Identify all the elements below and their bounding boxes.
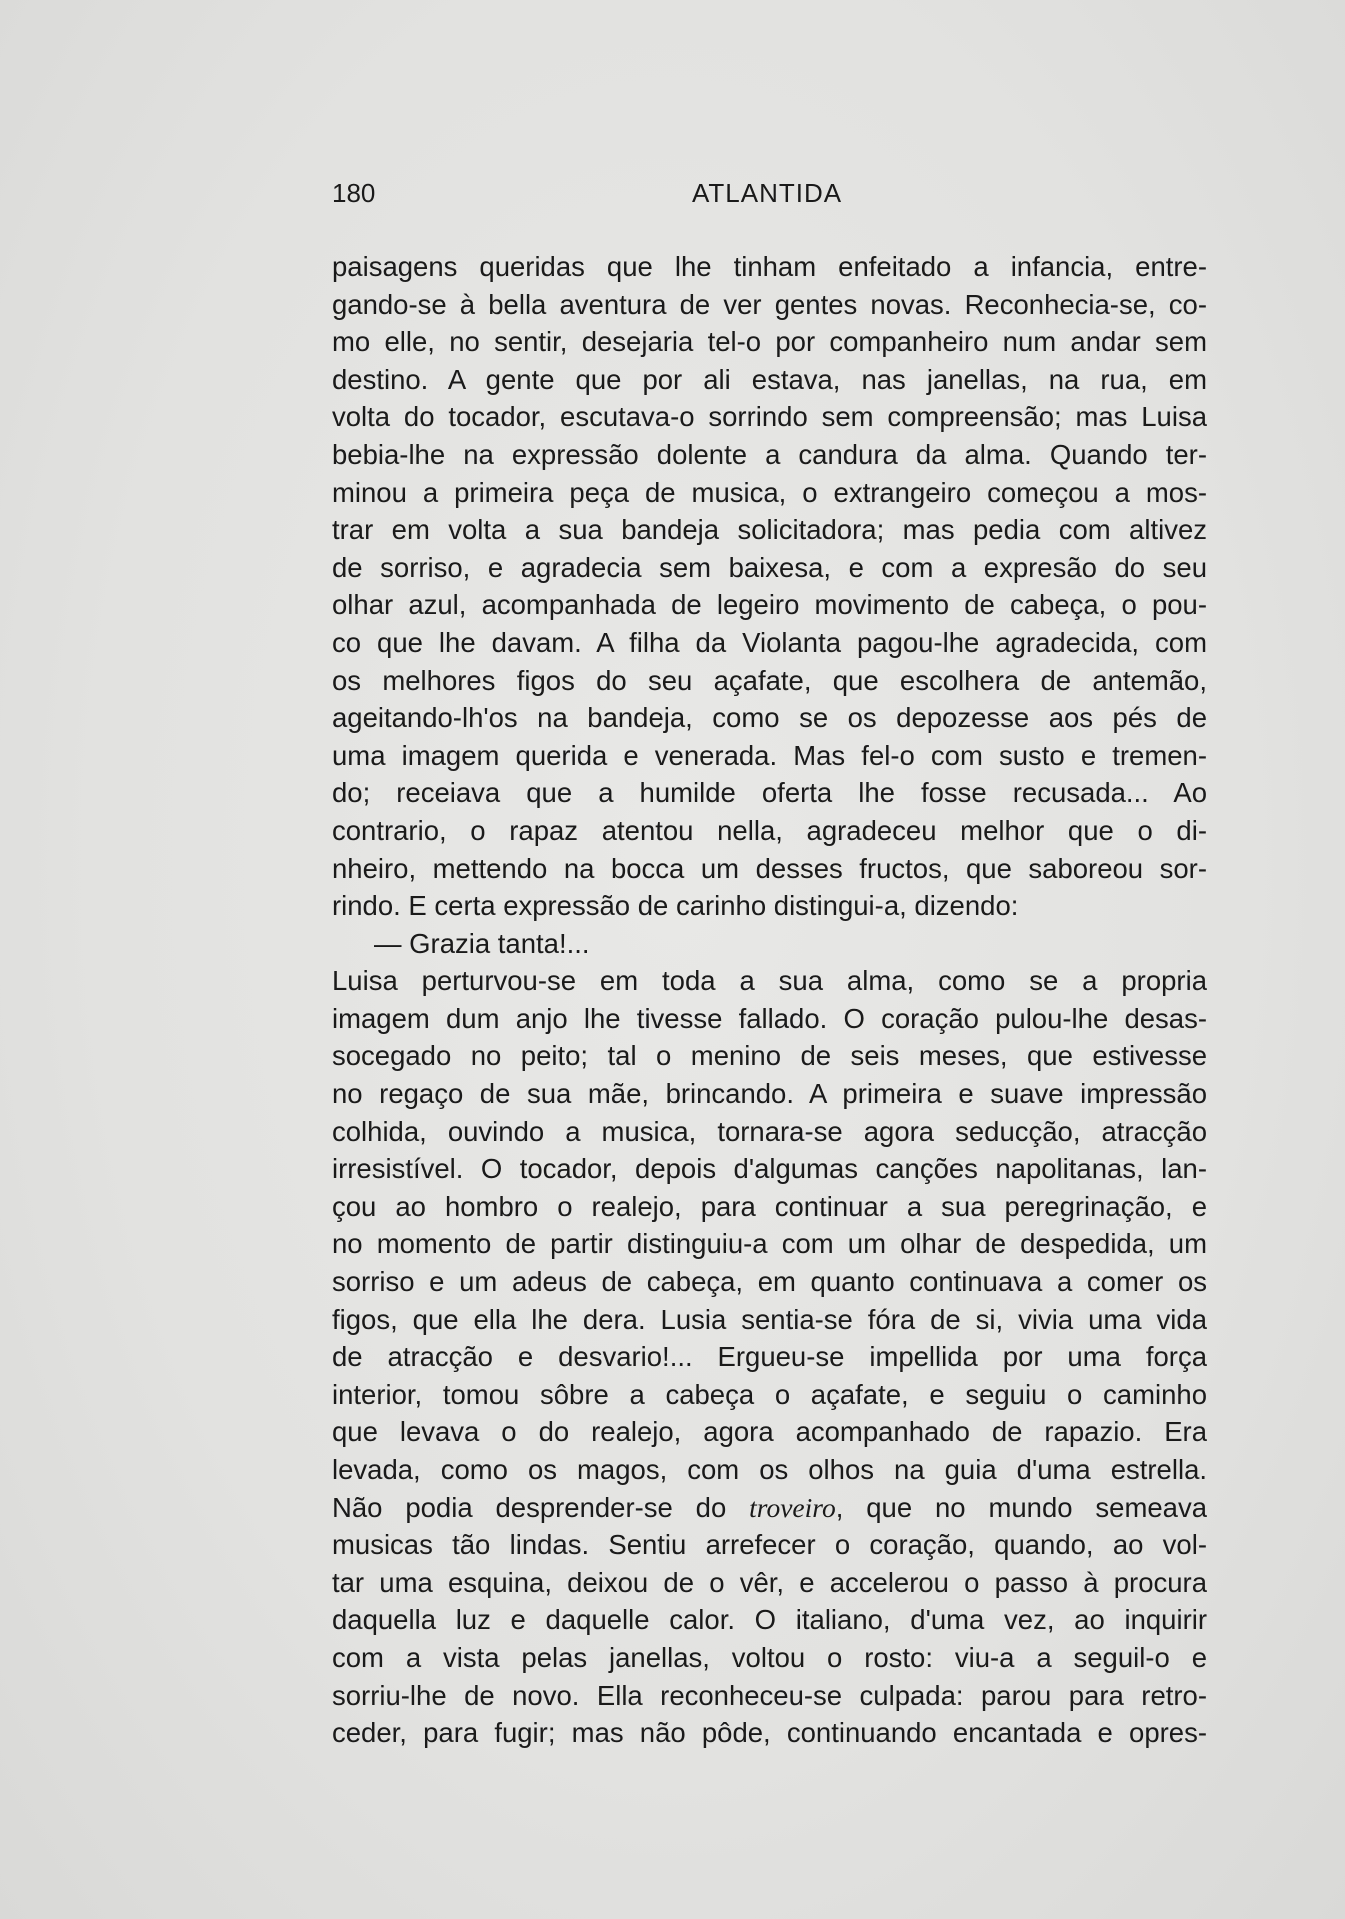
text-line: interior, tomou sôbre a cabeça o açafate, e seguiu o caminho xyxy=(332,1378,1207,1410)
page-header xyxy=(332,178,1207,218)
paragraph-start-line: Luisa perturvou-se em toda a sua alma, como se a propria xyxy=(332,965,1207,997)
text-line: com a vista pelas janellas, voltou o rosto: viu-a a seguil-o e xyxy=(332,1641,1207,1673)
body-text xyxy=(332,248,1207,1752)
text-line: colhida, ouvindo a musica, tornara-se agora seducção, atracção xyxy=(332,1115,1207,1147)
text-line: trar em volta a sua bandeja solicitadora; mas pedia com altivez xyxy=(332,514,1207,546)
text-line: do; receiava que a humilde oferta lhe fosse recusada... Ao xyxy=(332,777,1207,809)
text-line: ceder, para fugir; mas não pôde, continuando encantada e opres- xyxy=(332,1717,1207,1749)
text-line: musicas tão lindas. Sentiu arrefecer o coração, quando, ao vol- xyxy=(332,1529,1207,1561)
text-line: olhar azul, acompanhada de legeiro movimento de cabeça, o pou- xyxy=(332,589,1207,621)
text-line: ageitando-lh'os na bandeja, como se os depozesse aos pés de xyxy=(332,702,1207,734)
text-line: çou ao hombro o realejo, para continuar a sua peregrinação, e xyxy=(332,1190,1207,1222)
text-line: que levava o do realejo, agora acompanhado de rapazio. Era xyxy=(332,1416,1207,1448)
text-line: no momento de partir distinguiu-a com um olhar de despedida, um xyxy=(332,1228,1207,1260)
text-line: paisagens queridas que lhe tinham enfeitado a infancia, entre- xyxy=(332,251,1207,282)
text-line: mo elle, no sentir, desejaria tel-o por companheiro num andar sem xyxy=(332,326,1207,358)
text-line: figos, que ella lhe dera. Lusia sentia-se fóra de si, vivia uma vida xyxy=(332,1303,1207,1335)
text-line: destino. A gente que por ali estava, nas janellas, na rua, em xyxy=(332,363,1207,395)
text-line: os melhores figos do seu açafate, que escolhera de antemão, xyxy=(332,664,1207,696)
text-line: co que lhe davam. A filha da Violanta pagou-lhe agradecida, com xyxy=(332,626,1207,658)
text-line: de sorriso, e agradecia sem baixesa, e com a expresão do seu xyxy=(332,551,1207,583)
text-line: imagem dum anjo lhe tivesse fallado. O coração pulou-lhe desas- xyxy=(332,1002,1207,1034)
text-line: tar uma esquina, deixou de o vêr, e accelerou o passo à procura xyxy=(332,1566,1207,1598)
text-line: bebia-lhe na expressão dolente a candura da alma. Quando ter- xyxy=(332,438,1207,470)
text-line: levada, como os magos, com os olhos na guia d'uma estrella. xyxy=(332,1454,1207,1485)
text-line: uma imagem querida e venerada. Mas fel-o com susto e tremen- xyxy=(332,739,1207,771)
text-line: gando-se à bella aventura de ver gentes novas. Reconhecia-se, co- xyxy=(332,288,1207,320)
running-title: ATLANTIDA xyxy=(692,178,843,208)
text-line: no regaço de sua mãe, brincando. A primeira e suave impressão xyxy=(332,1078,1207,1110)
page-number: 180 xyxy=(332,178,376,208)
text-line: sorriu-lhe de novo. Ella reconheceu-se culpada: parou para retro- xyxy=(332,1679,1207,1711)
dialogue-line: — Grazia tanta!... xyxy=(374,927,590,959)
text-segment: Não podia desprender-se do xyxy=(332,1491,727,1523)
text-line: minou a primeira peça de musica, o extrangeiro começou a mos- xyxy=(332,476,1207,508)
text-line: volta do tocador, escutava-o sorrindo sem compreensão; mas Luisa xyxy=(332,401,1207,433)
text-segment: , que no mundo semeava xyxy=(835,1491,1207,1523)
text-line: contrario, o rapaz atentou nella, agradeceu melhor que o di- xyxy=(332,814,1207,846)
italic-word: troveiro xyxy=(749,1491,836,1523)
text-line: socegado no peito; tal o menino de seis meses, que estivesse xyxy=(332,1040,1207,1072)
paragraph-end-line: rindo. E certa expressão de carinho distingui-a, dizendo: xyxy=(332,890,1019,922)
text-line: nheiro, mettendo na bocca um desses fructos, que saboreou sor- xyxy=(332,852,1207,884)
text-line: daquella luz e daquelle calor. O italiano, d'uma vez, ao inquirir xyxy=(332,1604,1207,1636)
text-line-with-italic xyxy=(332,1489,1207,1527)
text-line: irresistível. O tocador, depois d'algumas canções napolitanas, lan- xyxy=(332,1153,1207,1185)
text-line: sorriso e um adeus de cabeça, em quanto continuava a comer os xyxy=(332,1266,1207,1298)
text-line: de atracção e desvario!... Ergueu-se impellida por uma força xyxy=(332,1341,1207,1373)
